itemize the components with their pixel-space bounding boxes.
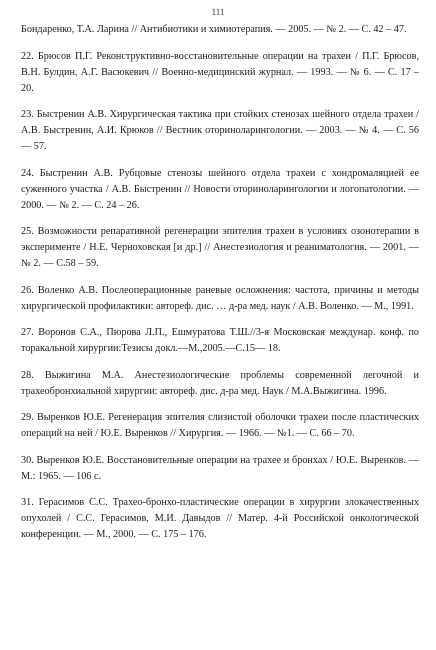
- reference-item: 23. Быстренин А.В. Хирургическая тактика при стойких стенозах шейного отдела трахеи / А.В. Быстренин, А.И. Крюков // Вестник оториноларингологии. — 2003. — № 4. — С. 56 — 57.: [21, 109, 419, 152]
- reference-list: [21, 22, 419, 543]
- reference-item: 24. Быстренин А.В. Рубцовые стенозы шейного отдела трахеи с хондромаляцией ее суженного участка / А.В. Быстренин // Новости оториноларингологии и логопатологии. — 2000. — № 2. — С. 24 – 26.: [21, 167, 419, 211]
- reference-item: 27. Воронов С.А., Пюрова Л.П., Ешмуратова Т.Ш.//3-я Московская междунар. конф. по торакальной хирургии:Тезисы докл.—М.,2005.—С.15— 18.: [21, 327, 419, 354]
- reference-item: 25. Возможности репаративной регенерации эпителия трахеи в условиях озонотерапии в эксперименте / Н.Е. Черноховская [и др.] // Анестезиология и реаниматология. — 2001. — № 2. — С.58 – 59.: [21, 226, 419, 269]
- reference-item: 26. Воленко А.В. Послеоперационные раневые осложнения: частота, причины и методы хирургической профилактики: автореф. дис. … д-ра мед. наук / А.В. Воленко. — М., 1991.: [21, 284, 419, 312]
- reference-item: 22. Брюсов П.Г. Реконструктивно-восстановительные операции на трахеи / П.Г. Брюсов, В.Н. Булдин, А.Г. Васюкевич // Военно-медицинский журнал. — 1993. — № 6. — С. 17 – 20.: [21, 50, 419, 94]
- reference-item: 30. Выренков Ю.Е. Восстановительные операции на трахее и бронхах / Ю.Е. Выренков. — М.: 1965. — 106 с.: [21, 454, 419, 482]
- reference-item: Бондаренко, Т.А. Ларина // Антибиотики и химиотерапия. — 2005. — № 2. — С. 42 – 47.: [21, 24, 407, 35]
- reference-item: 31. Герасимов С.С. Трахео-бронхо-пластические операции в хирургии злокачественных опухолей / С.С. Герасимов, М.И. Давыдов // Матер. 4-й Российской онкологической конференции. — М., 2000. — С. 175 – 176.: [21, 497, 419, 540]
- reference-item: 28. Выжигина М.А. Анестезиологические проблемы современной легочной и трахеобронхиальной хирургии: автореф. дис. д-ра мед. Наук / М.А.Выжигина. 1996.: [21, 369, 419, 397]
- page-number: 111: [211, 7, 225, 17]
- reference-item: 29. Выренков Ю.Е. Регенерация эпителия слизистой оболочки трахеи после пластических операций на ней / Ю.Е. Выренков // Хирургия. — 1966. — №1. — С. 66 – 70.: [21, 412, 419, 439]
